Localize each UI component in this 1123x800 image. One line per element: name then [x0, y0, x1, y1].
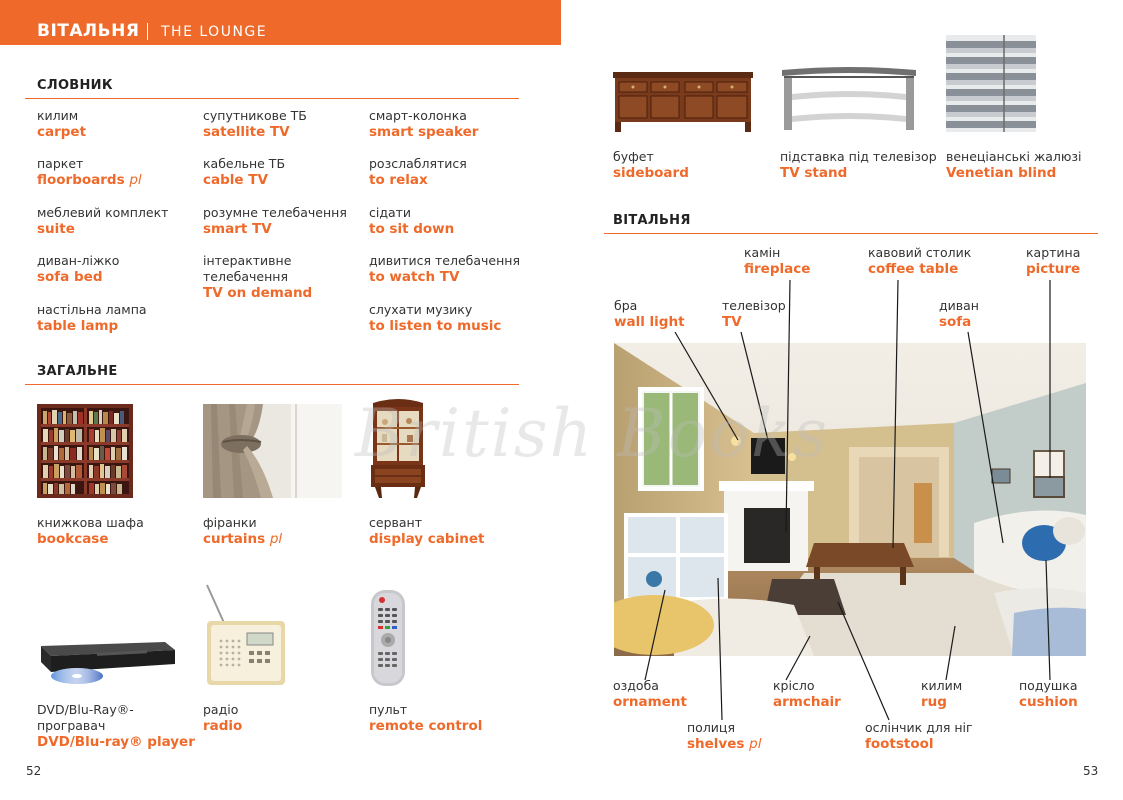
- vocab-en: cable TV: [203, 172, 268, 188]
- vocab-uk: дивитися телебачення: [369, 253, 520, 268]
- vocab-uk: диван-ліжко: [37, 253, 120, 268]
- label-uk: бра: [614, 298, 638, 313]
- vocab-item: [203, 253, 363, 302]
- tv-stand-icon: [780, 64, 918, 132]
- dvd-player-icon: [37, 636, 177, 686]
- plural-marker: pl: [749, 736, 762, 752]
- vocab-en: to listen to music: [369, 318, 502, 334]
- curtains-icon: [203, 404, 342, 498]
- vocab-uk: інтерактивне: [203, 253, 292, 268]
- label-uk: подушка: [1019, 678, 1078, 693]
- vocab-uk: супутникове ТБ: [203, 108, 307, 123]
- vocab-uk: паркет: [37, 156, 84, 171]
- vocab-item: [369, 108, 529, 141]
- page-number-right: 53: [1083, 764, 1099, 778]
- vocab-en: smart speaker: [369, 124, 479, 140]
- general-item: [203, 515, 363, 548]
- label-sofa: [939, 298, 979, 331]
- vocab-en: floorboards: [37, 172, 125, 188]
- vocab-en: sofa bed: [37, 269, 103, 285]
- label-en: armchair: [773, 694, 841, 710]
- label-en: sofa: [939, 314, 972, 330]
- furniture-en: TV stand: [780, 165, 848, 181]
- general-en: remote control: [369, 718, 483, 734]
- bookcase-icon: [37, 404, 133, 498]
- vocab-item: [37, 108, 197, 141]
- general-uk: книжкова шафа: [37, 515, 144, 530]
- furniture-uk: буфет: [613, 149, 654, 164]
- label-uk: ослінчик для ніг: [865, 720, 973, 735]
- label-rug: [921, 678, 962, 711]
- furniture-uk: венеціанські жалюзі: [946, 149, 1082, 164]
- vocab-uk: настільна лампа: [37, 302, 147, 317]
- label-cushion: [1019, 678, 1078, 711]
- furniture-uk: підставка під телевізор: [780, 149, 937, 164]
- general-item: [37, 515, 197, 548]
- living-room-photo: [614, 343, 1086, 656]
- label-armchair: [773, 678, 841, 711]
- label-uk: кавовий столик: [868, 245, 972, 260]
- vocab-uk: килим: [37, 108, 79, 123]
- general-item: [369, 515, 529, 548]
- vocab-item: [37, 205, 197, 238]
- furniture-en: Venetian blind: [946, 165, 1057, 181]
- label-uk: килим: [921, 678, 963, 693]
- vocab-item: [369, 156, 529, 189]
- general-en: display cabinet: [369, 531, 485, 547]
- vocab-uk: кабельне ТБ: [203, 156, 286, 171]
- general-en: DVD/Blu-ray® player: [37, 734, 195, 750]
- vocab-item: [37, 302, 197, 335]
- label-footstool: [865, 720, 973, 753]
- label-fireplace: [744, 245, 810, 278]
- plural-marker: pl: [129, 172, 142, 188]
- page-subtitle: THE LOUNGE: [161, 24, 268, 40]
- lounge-rule: [604, 233, 1098, 234]
- vocab-uk: розслаблятися: [369, 156, 467, 171]
- general-uk: DVD/Blu-Ray®-: [37, 702, 134, 717]
- vocab-item: [203, 108, 363, 141]
- page-number-left: 52: [26, 764, 42, 778]
- label-uk: камін: [744, 245, 781, 260]
- general-uk: фіранки: [203, 515, 257, 530]
- page-title: ВІТАЛЬНЯ: [37, 21, 140, 41]
- furniture-item: [613, 149, 778, 182]
- general-uk: пульт: [369, 702, 408, 717]
- furniture-item: [780, 149, 945, 182]
- vocab-uk: розумне телебачення: [203, 205, 347, 220]
- general-item: [369, 702, 529, 735]
- label-en: coffee table: [868, 261, 959, 277]
- header-divider: [147, 23, 148, 40]
- vocab-uk: меблевий комплект: [37, 205, 169, 220]
- vocab-heading: СЛОВНИК: [37, 78, 113, 93]
- furniture-en: sideboard: [613, 165, 689, 181]
- label-wall-light: [614, 298, 685, 331]
- label-uk: оздоба: [613, 678, 659, 693]
- vocab-en: to relax: [369, 172, 428, 188]
- vocab-en: to watch TV: [369, 269, 460, 285]
- watermark: British Books: [355, 395, 829, 472]
- label-tv: [722, 298, 786, 331]
- radio-icon: [203, 583, 287, 687]
- label-uk: картина: [1026, 245, 1081, 260]
- label-ornament: [613, 678, 687, 711]
- vocab-en: TV on demand: [203, 285, 313, 301]
- vocab-en: carpet: [37, 124, 87, 140]
- vocab-uk: слухати музику: [369, 302, 473, 317]
- label-uk: полиця: [687, 720, 735, 735]
- vocab-en: to sit down: [369, 221, 455, 237]
- label-shelves: [687, 720, 761, 753]
- vocab-item: [369, 205, 529, 238]
- general-en: radio: [203, 718, 243, 734]
- general-uk: сервант: [369, 515, 422, 530]
- label-en: ornament: [613, 694, 687, 710]
- label-en: shelves: [687, 736, 745, 752]
- vocab-uk: телебачення: [203, 269, 288, 284]
- remote-control-icon: [369, 588, 407, 688]
- label-en: rug: [921, 694, 947, 710]
- lounge-heading: ВІТАЛЬНЯ: [613, 213, 691, 228]
- label-en: footstool: [865, 736, 934, 752]
- label-coffee-table: [868, 245, 971, 278]
- label-en: cushion: [1019, 694, 1078, 710]
- general-en: curtains: [203, 531, 266, 547]
- general-item: [37, 702, 197, 751]
- label-uk: крісло: [773, 678, 815, 693]
- vocab-item: [203, 156, 363, 189]
- label-en: TV: [722, 314, 742, 330]
- vocab-rule: [25, 98, 519, 99]
- vocab-en: smart TV: [203, 221, 272, 237]
- general-heading: ЗАГАЛЬНЕ: [37, 364, 118, 379]
- label-picture: [1026, 245, 1080, 278]
- furniture-item: [946, 149, 1111, 182]
- vocab-item: [37, 156, 197, 189]
- vocab-uk: смарт-колонка: [369, 108, 467, 123]
- label-en: picture: [1026, 261, 1081, 277]
- general-rule: [25, 384, 519, 385]
- plural-marker: pl: [269, 531, 283, 547]
- vocab-item: [203, 205, 363, 238]
- label-en: wall light: [614, 314, 685, 330]
- vocab-en: suite: [37, 221, 75, 237]
- general-item: [203, 702, 363, 735]
- vocab-item: [37, 253, 197, 286]
- label-uk: диван: [939, 298, 979, 313]
- general-uk: радіо: [203, 702, 239, 717]
- vocab-item: [369, 302, 529, 335]
- venetian-blind-icon: [946, 35, 1036, 132]
- vocab-uk: сідати: [369, 205, 412, 220]
- label-uk: телевізор: [722, 298, 786, 313]
- vocab-en: table lamp: [37, 318, 119, 334]
- general-uk: програвач: [37, 718, 106, 733]
- general-en: bookcase: [37, 531, 109, 547]
- label-en: fireplace: [744, 261, 811, 277]
- sideboard-icon: [613, 70, 753, 132]
- vocab-en: satellite TV: [203, 124, 290, 140]
- vocab-item: [369, 253, 529, 286]
